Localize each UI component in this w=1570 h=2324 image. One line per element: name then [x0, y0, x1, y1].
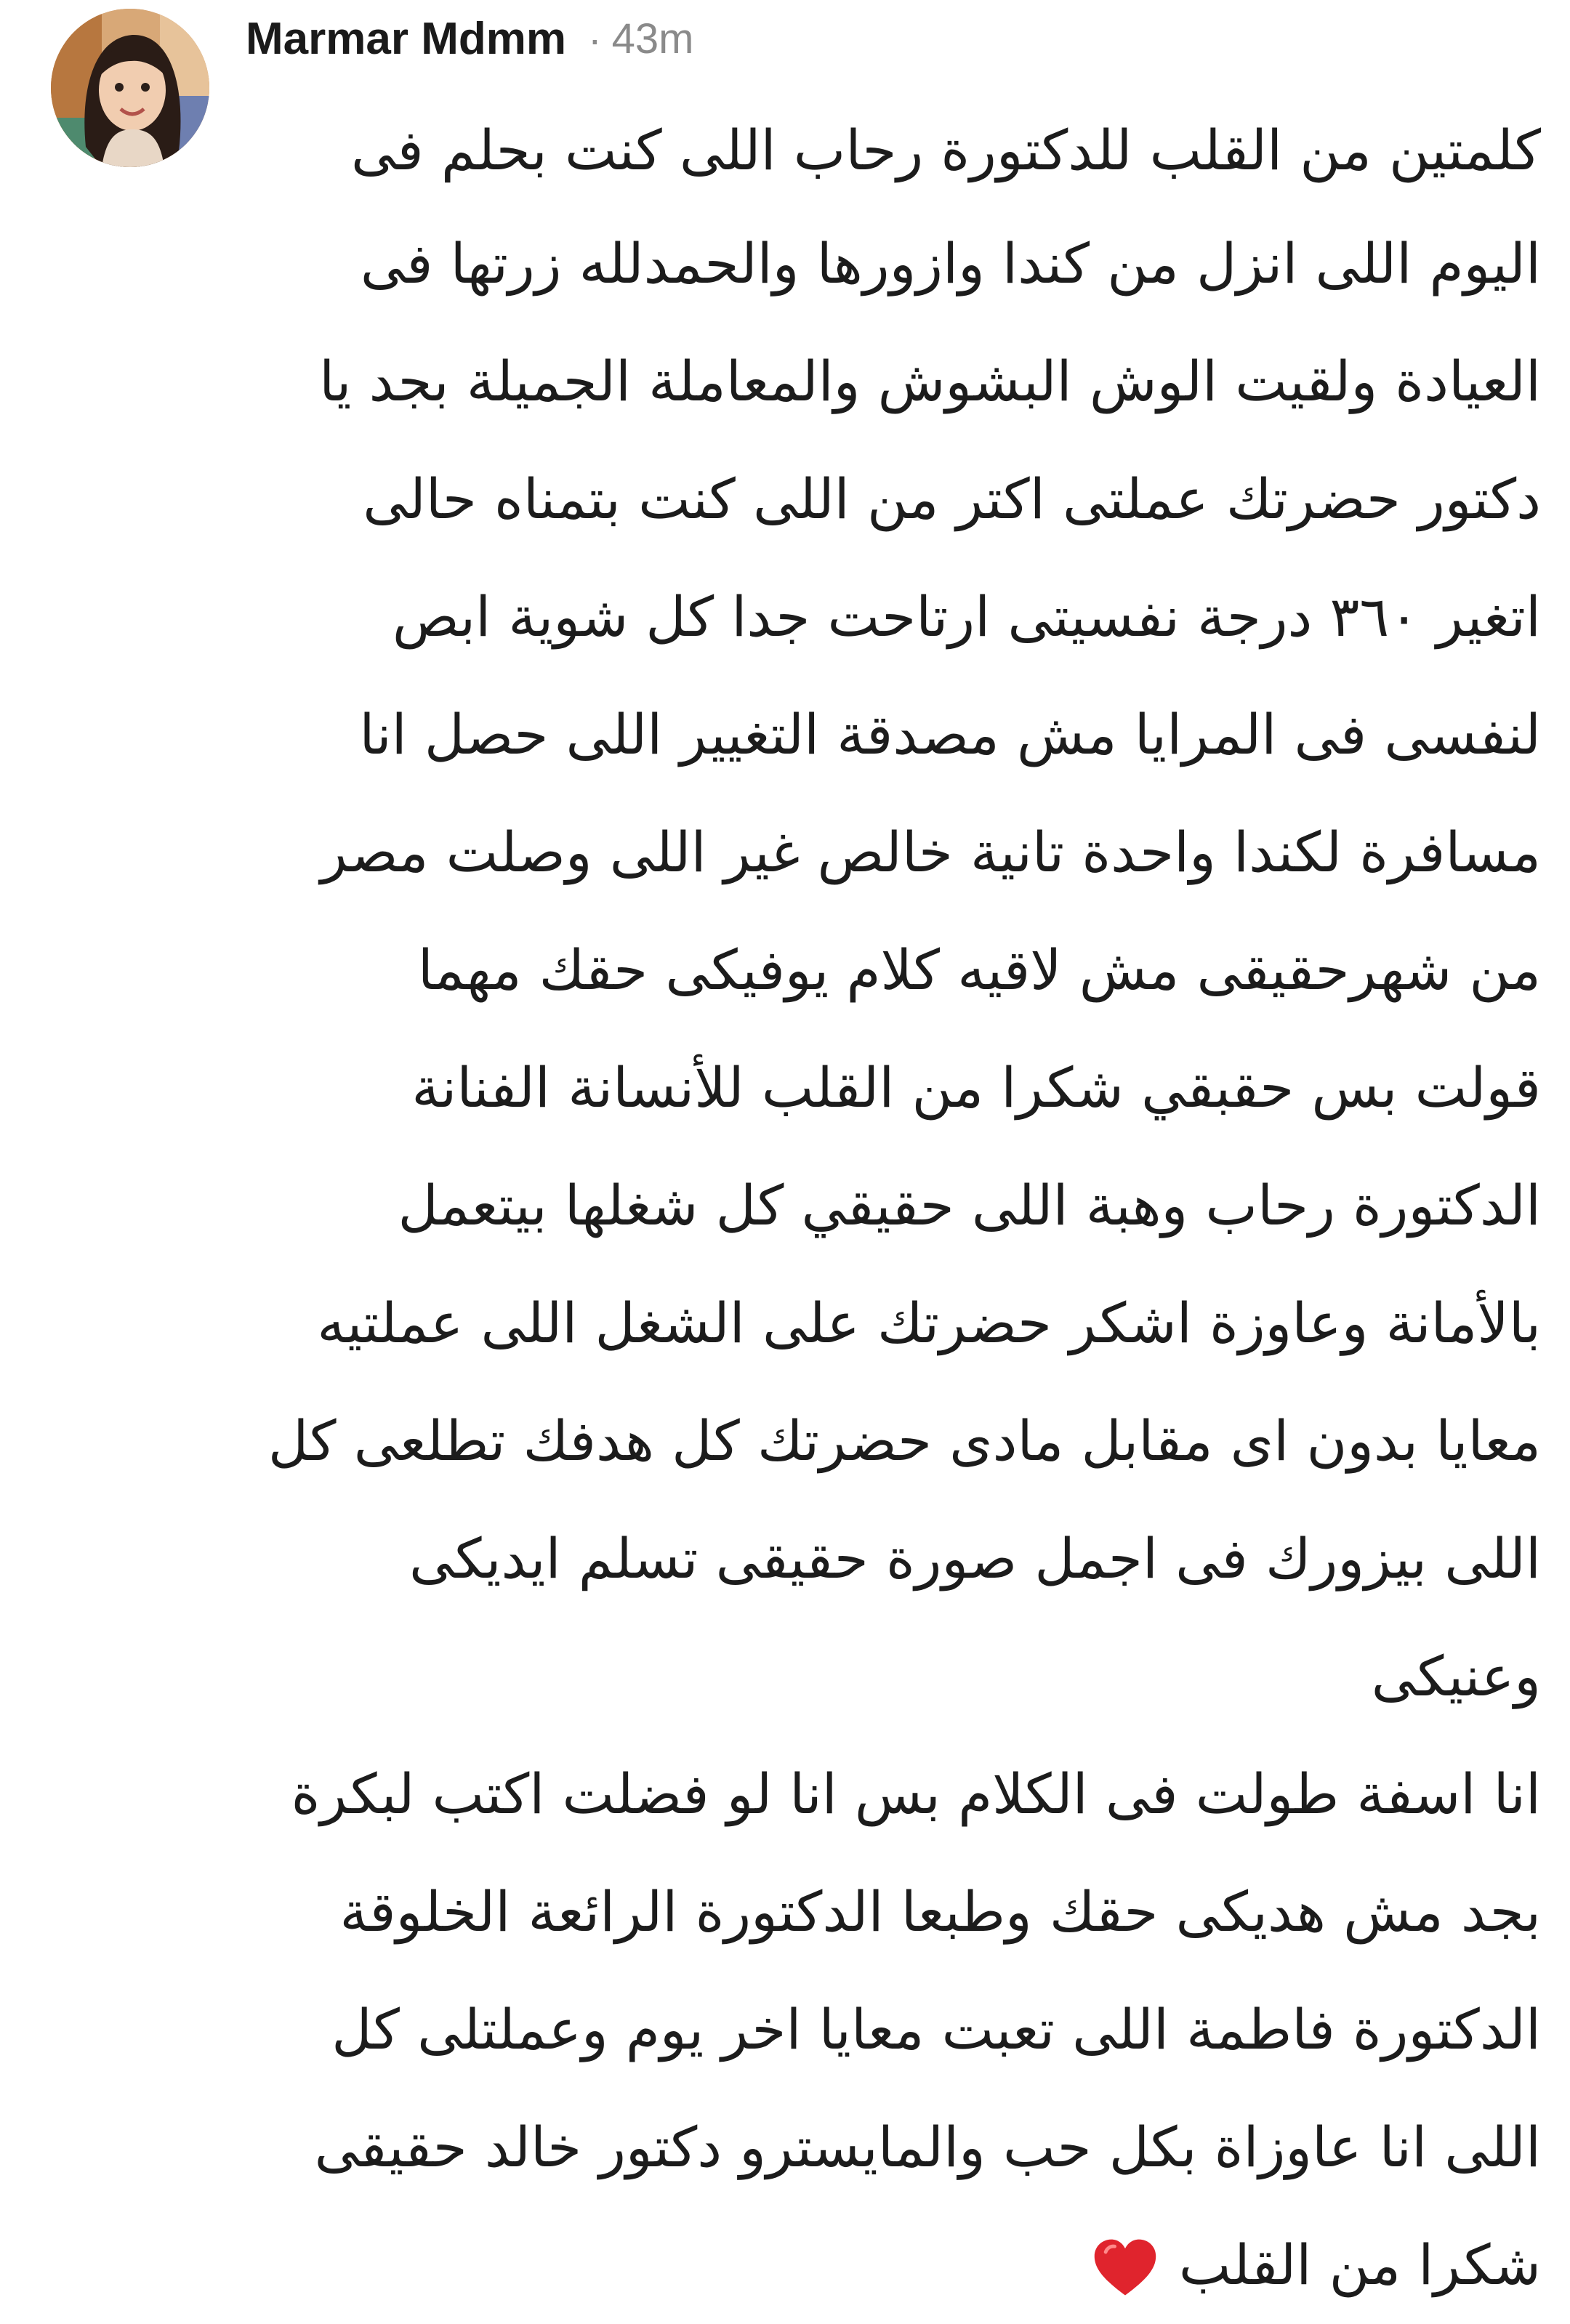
comment-body — [247, 96, 1541, 2324]
meta-separator: · — [588, 15, 602, 62]
comment-line: اليوم اللى انزل من كندا وازورها والحمدلله زرتها فى — [360, 231, 1541, 296]
comment-line: لنفسى فى المرايا مش مصدقة التغيير اللى حصل انا — [359, 702, 1541, 767]
author-name[interactable]: Marmar Mdmm — [246, 13, 566, 64]
comment-line: الدكتورة رحاب وهبة اللى حقيقي كل شغلها بيتعمل — [398, 1173, 1541, 1238]
comment-line: كلمتين من القلب للدكتورة رحاب اللى كنت بحلم فى — [351, 118, 1541, 182]
comment-line: بالأمانة وعاوزة اشكر حضرتك على الشغل اللى عملتيه — [317, 1291, 1541, 1355]
avatar-photo — [51, 9, 209, 167]
comment-line: بجد مش هديكى حقك وطبعا الدكتورة الرائعة الخلوقة — [339, 1879, 1541, 1944]
comment-line: دكتور حضرتك عملتى اكتر من اللى كنت بتمناه حالى — [363, 467, 1541, 531]
comment-line: معايا بدون اى مقابل مادى حضرتك كل هدفك تطلعى كل — [267, 1408, 1541, 1473]
comment-line: من شهرحقيقى مش لاقيه كلام يوفيكى حقك مهما — [417, 937, 1541, 1002]
comment-line: العيادة ولقيت الوش البشوش والمعاملة الجميلة بجد يا — [319, 349, 1541, 413]
comment-line: الدكتورة فاطمة اللى تعبت معايا اخر يوم وعملتلى كل — [331, 1997, 1541, 2062]
comment-timestamp[interactable]: 43m — [611, 15, 694, 62]
comment-header — [246, 6, 693, 71]
comment-line: اللى بيزورك فى اجمل صورة حقيقى تسلم ايديكى — [409, 1526, 1541, 1591]
comment-line: مسافرة لكندا واحدة تانية خالص غير اللى وصلت مصر — [320, 820, 1541, 884]
comment-line-last-text: شكرا من القلب — [1178, 2232, 1541, 2297]
comment-line: اتغير ٣٦٠ درجة نفسيتى ارتاحت جدا كل شوية ابص — [392, 584, 1541, 649]
comment-line: وعنيكى — [1371, 1644, 1541, 1708]
comment-line: اللى انا عاوزاة بكل حب والمايسترو دكتور خالد حقيقى — [314, 2115, 1541, 2179]
comment-line-last — [247, 2206, 1541, 2324]
comment-line: قولت بس حقبقي شكرا من القلب للأنسانة الفنانة — [411, 1055, 1541, 1120]
comment-line: انا اسفة طولت فى الكلام بس انا لو فضلت اكتب لبكرة — [291, 1762, 1541, 1826]
avatar[interactable] — [51, 9, 209, 167]
